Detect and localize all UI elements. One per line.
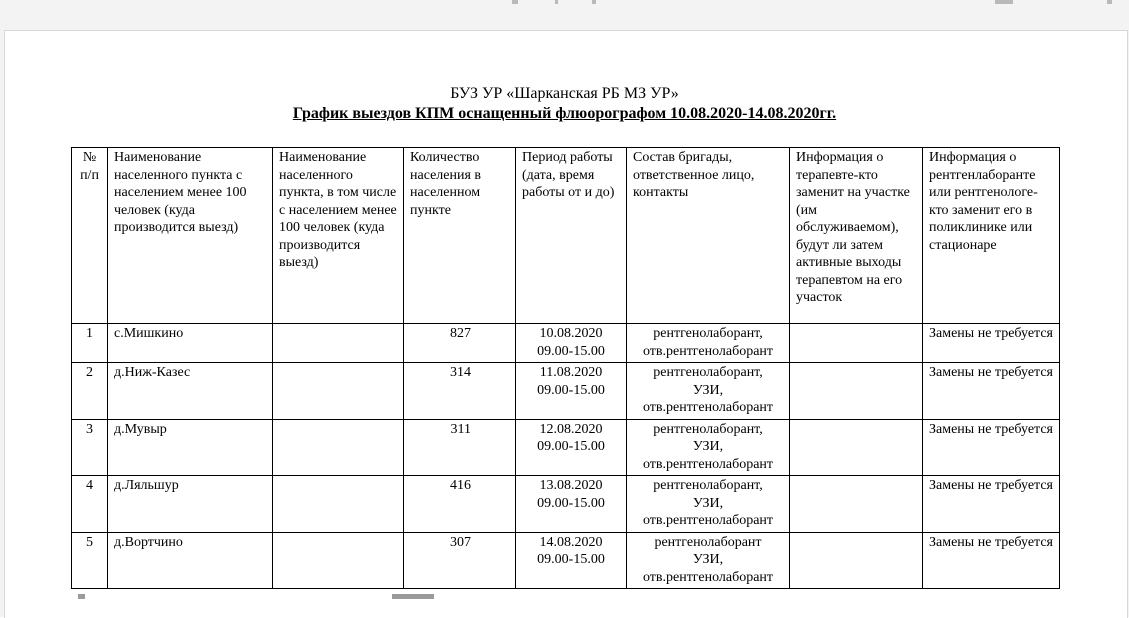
- settlement-name: д.Мувыр: [108, 419, 273, 476]
- header-xray-info: Информация о рентгенлаборанте или рентгенологе-кто заменит его в поликлинике или стационаре: [923, 148, 1060, 324]
- team-line: отв.рентгенолаборант: [642, 456, 774, 472]
- team-line: отв.рентгенолаборант: [642, 569, 774, 585]
- xray-replacement-info: Замены не требуется: [923, 363, 1060, 420]
- team-line: УЗИ,: [692, 439, 724, 454]
- therapist-info: [790, 532, 923, 589]
- team-line: УЗИ,: [692, 495, 724, 511]
- team-composition: [627, 324, 790, 363]
- team-line: рентгенолаборант,: [653, 478, 763, 493]
- work-period: [516, 532, 627, 589]
- row-number: 4: [72, 476, 108, 533]
- period-date: 12.08.2020: [539, 421, 603, 437]
- xray-replacement-info: Замены не требуется: [923, 532, 1060, 589]
- period-time: 09.00-15.00: [537, 343, 605, 359]
- population-count: 827: [404, 324, 516, 363]
- document-header: [0, 84, 1129, 124]
- header-population: Количество населения в населенном пункте: [404, 148, 516, 324]
- settlement-other: [273, 476, 404, 533]
- work-period: [516, 324, 627, 363]
- team-line: рентгенолаборант,: [653, 365, 763, 380]
- row-number: 3: [72, 419, 108, 476]
- row-number: 1: [72, 324, 108, 363]
- team-line: отв.рентгенолаборант: [642, 400, 774, 415]
- settlement-name: д.Ляльшур: [108, 476, 273, 533]
- team-line: рентгенолаборант,: [653, 326, 763, 341]
- header-therapist-info: Информация о терапевте-кто заменит на участке (им обслуживаемом), будут ли затем активные выходы терапевтом на его участок: [790, 148, 923, 324]
- organization-name: БУЗ УР «Шарканская РБ МЗ УР»: [450, 85, 679, 102]
- team-line: рентгенолаборант: [654, 534, 762, 550]
- work-period: [516, 419, 627, 476]
- population-count: 314: [404, 363, 516, 420]
- work-period: [516, 363, 627, 420]
- therapist-info: [790, 419, 923, 476]
- period-date: 13.08.2020: [539, 478, 603, 493]
- table-row: [72, 324, 1060, 363]
- population-count: 416: [404, 476, 516, 533]
- team-composition: [627, 532, 790, 589]
- header-number: № п/п: [72, 148, 108, 324]
- xray-replacement-info: Замены не требуется: [923, 476, 1060, 533]
- settlement-name: д.Вортчино: [108, 532, 273, 589]
- row-number: 2: [72, 363, 108, 420]
- population-count: 311: [404, 419, 516, 476]
- document-title: График выездов КПМ оснащенный флюорографом 10.08.2020-14.08.2020гг.: [292, 105, 837, 122]
- team-line: УЗИ,: [692, 382, 724, 398]
- period-date: 11.08.2020: [539, 365, 603, 380]
- settlement-other: [273, 363, 404, 420]
- team-line: отв.рентгенолаборант: [642, 343, 774, 359]
- cropped-previous-page-edge: [0, 0, 1129, 8]
- work-period: [516, 476, 627, 533]
- therapist-info: [790, 476, 923, 533]
- team-line: отв.рентгенолаборант: [642, 513, 774, 528]
- population-count: 307: [404, 532, 516, 589]
- xray-replacement-info: Замены не требуется: [923, 324, 1060, 363]
- period-date: 10.08.2020: [539, 326, 603, 341]
- therapist-info: [790, 363, 923, 420]
- period-time: 09.00-15.00: [537, 382, 605, 398]
- settlement-other: [273, 419, 404, 476]
- period-time: 09.00-15.00: [537, 495, 605, 511]
- team-composition: [627, 363, 790, 420]
- header-settlement-including: Наименование населенного пункта, в том числе с населением менее 100 человек (куда производится выезд): [273, 148, 404, 324]
- table-row: [72, 476, 1060, 533]
- settlement-other: [273, 532, 404, 589]
- table-header-row: [72, 148, 1060, 324]
- team-composition: [627, 419, 790, 476]
- team-line: УЗИ,: [692, 552, 724, 567]
- table-row: [72, 419, 1060, 476]
- team-line: рентгенолаборант,: [653, 421, 763, 437]
- period-date: 14.08.2020: [539, 534, 603, 550]
- header-settlement-under-100: Наименование населенного пункта с населением менее 100 человек (куда производится выезд): [108, 148, 273, 324]
- table-row: [72, 532, 1060, 589]
- settlement-other: [273, 324, 404, 363]
- header-team: Состав бригады, ответственное лицо, контакты: [627, 148, 790, 324]
- table-row: [72, 363, 1060, 420]
- settlement-name: с.Мишкино: [108, 324, 273, 363]
- therapist-info: [790, 324, 923, 363]
- period-time: 09.00-15.00: [537, 552, 605, 567]
- cropped-next-line-edge: [0, 594, 1129, 604]
- team-composition: [627, 476, 790, 533]
- settlement-name: д.Ниж-Казес: [108, 363, 273, 420]
- period-time: 09.00-15.00: [537, 439, 605, 454]
- xray-replacement-info: Замены не требуется: [923, 419, 1060, 476]
- row-number: 5: [72, 532, 108, 589]
- schedule-table: [71, 147, 1060, 589]
- header-work-period: Период работы (дата, время работы от и до): [516, 148, 627, 324]
